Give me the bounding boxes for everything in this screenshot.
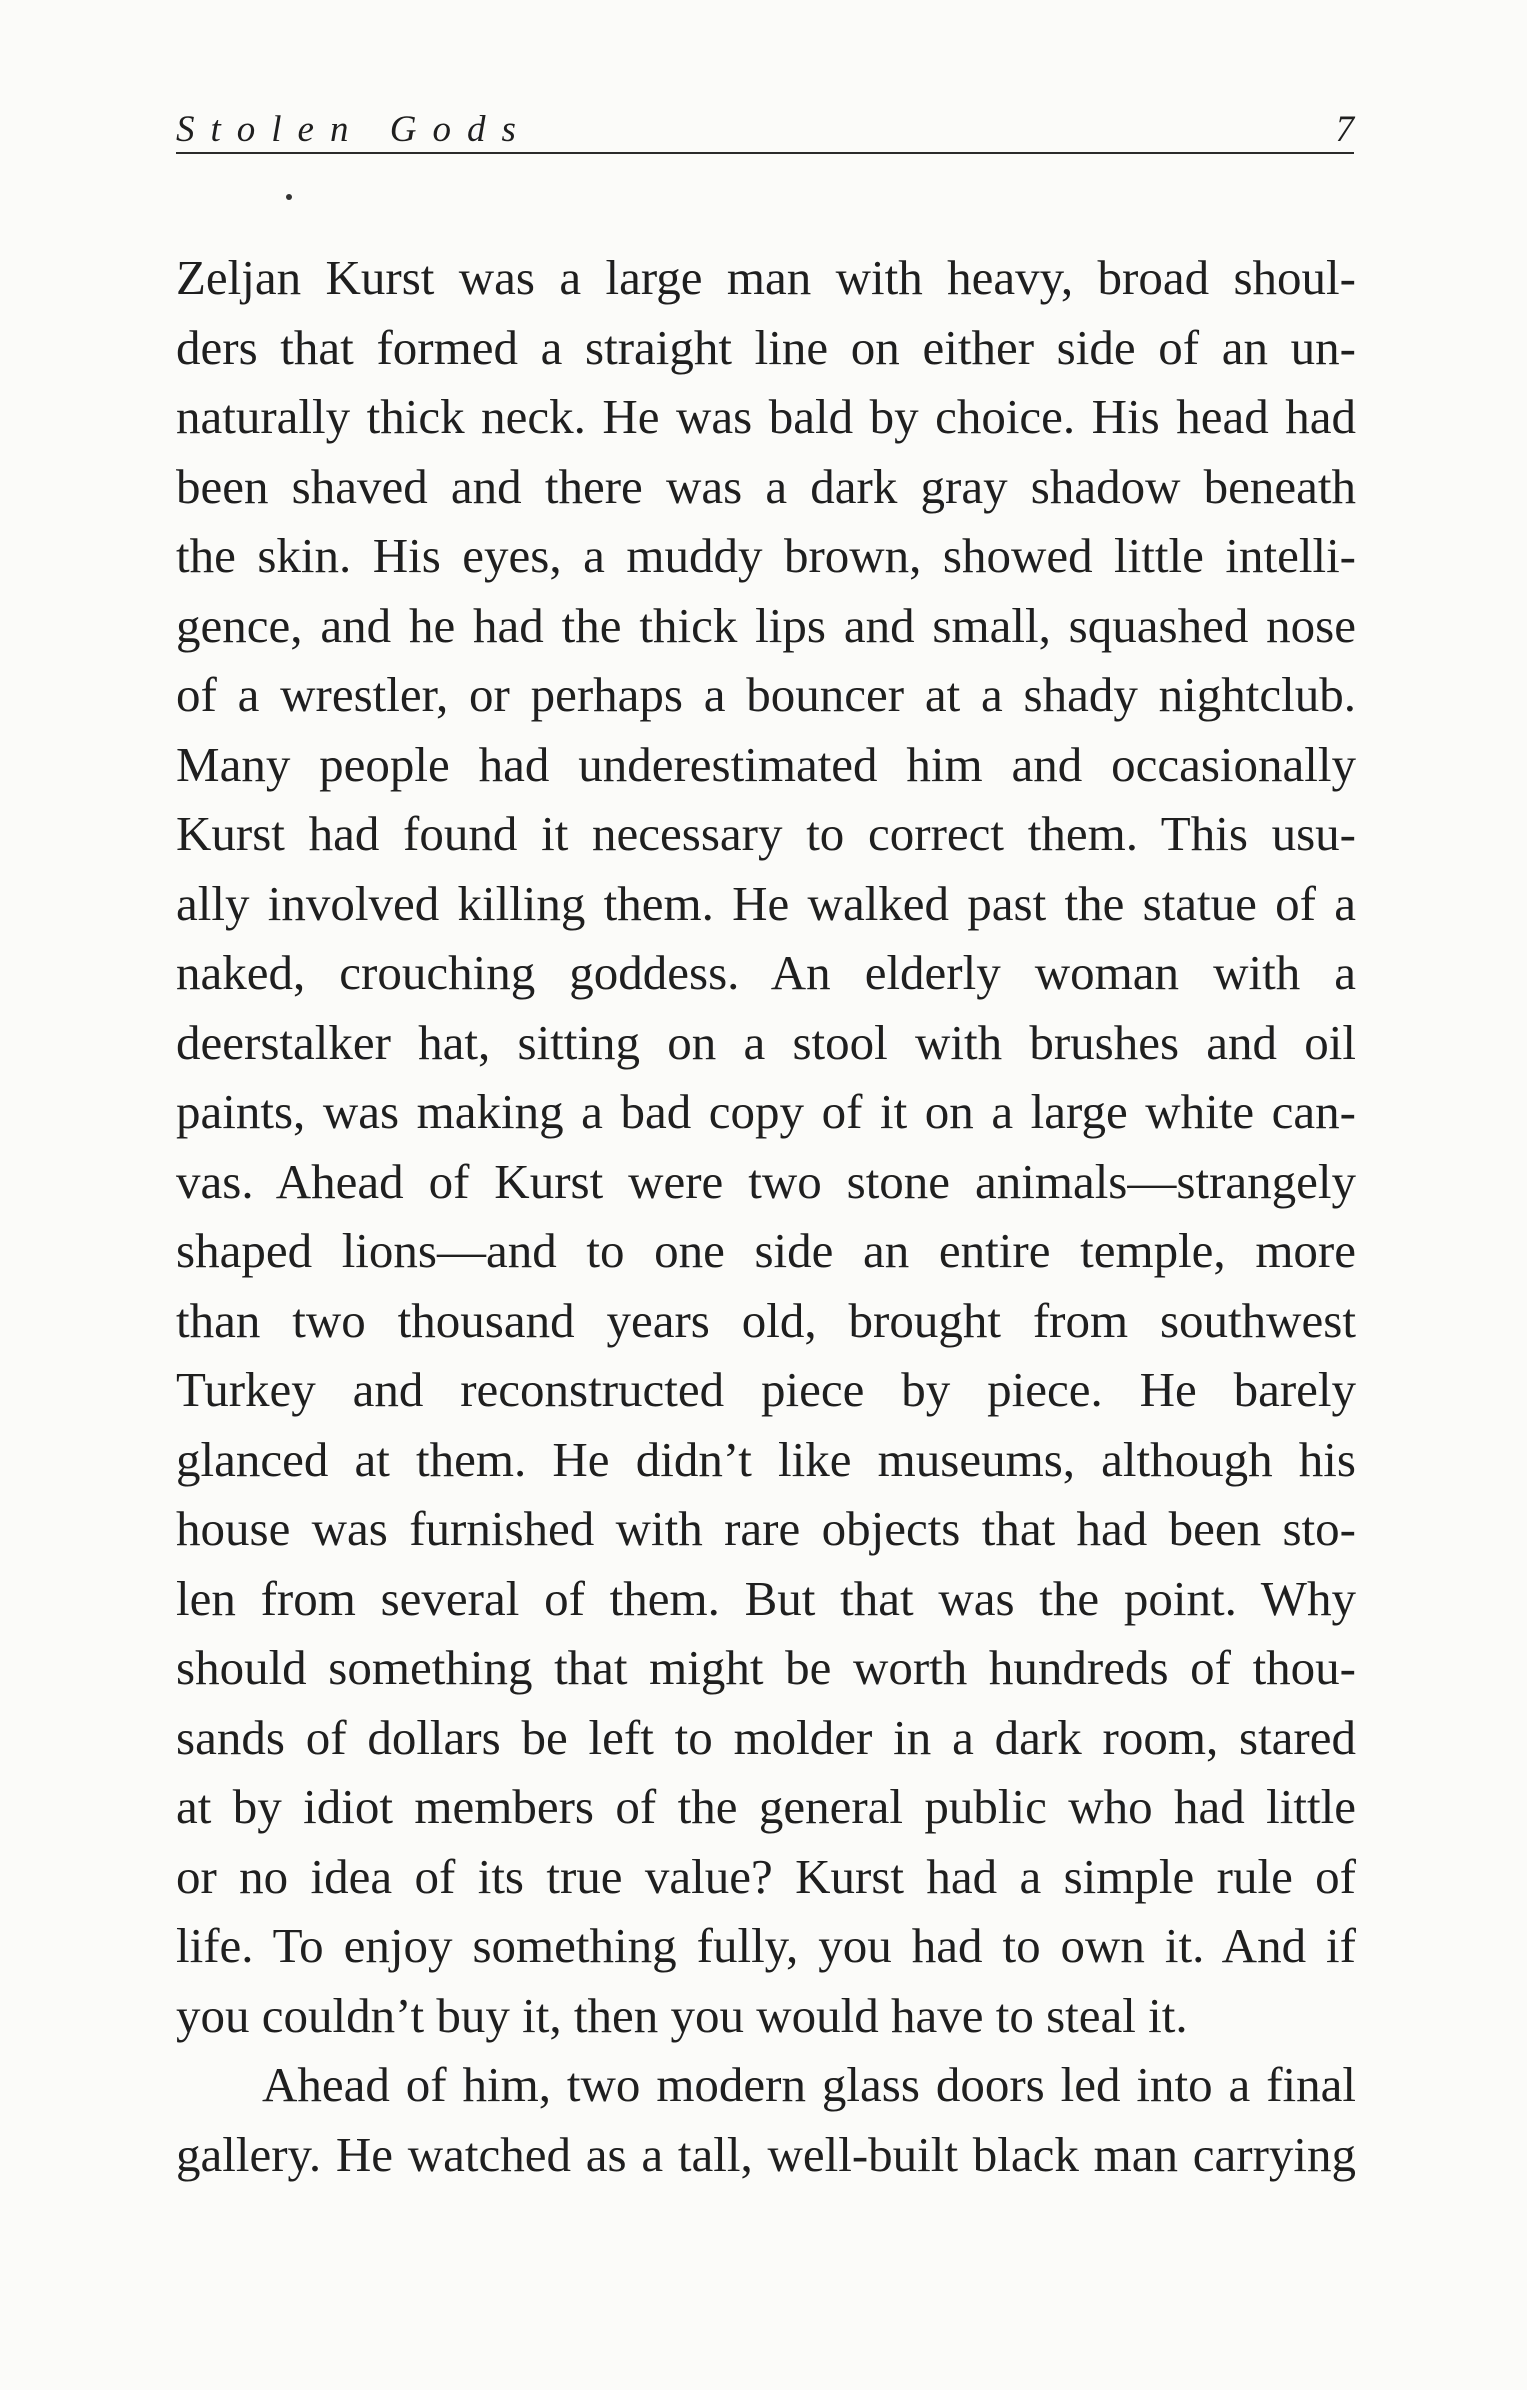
text-line: glanced at them. He didn’t like museums, although his <box>176 1431 1356 1487</box>
body-text <box>176 243 1356 2189</box>
text-line: at by idiot members of the general public who had little <box>176 1779 1356 1834</box>
text-line: paints, was making a bad copy of it on a large white can- <box>176 1084 1356 1139</box>
text-line: gence, and he had the thick lips and small, squashed nose <box>176 597 1356 653</box>
text-line: shaped lions—and to one side an entire temple, more <box>176 1223 1356 1278</box>
text-line: vas. Ahead of Kurst were two stone animals—strangely <box>176 1153 1356 1209</box>
text-line: Zeljan Kurst was a large man with heavy, broad shoul- <box>176 250 1356 305</box>
page-number: 7 <box>1335 109 1354 150</box>
text-line: than two thousand years old, brought from southwest <box>176 1292 1356 1348</box>
text-line: house was furnished with rare objects that had been sto- <box>176 1501 1356 1556</box>
text-line: Turkey and reconstructed piece by piece. He barely <box>176 1362 1356 1417</box>
ink-speck <box>286 194 292 200</box>
paragraph-2 <box>176 2050 1356 2189</box>
text-line: life. To enjoy something fully, you had to own it. And if <box>176 1918 1356 1973</box>
text-line: you couldn’t buy it, then you would have to steal it. <box>176 1987 1188 2043</box>
text-line: Kurst had found it necessary to correct them. This usu- <box>176 806 1356 861</box>
text-line: gallery. He watched as a tall, well-built black man carrying <box>176 2126 1356 2182</box>
running-header <box>176 108 1354 154</box>
text-line: len from several of them. But that was the point. Why <box>176 1570 1356 1626</box>
text-line: naked, crouching goddess. An elderly woman with a <box>176 945 1356 1000</box>
text-line: sands of dollars be left to molder in a dark room, stared <box>176 1709 1356 1765</box>
text-line: ders that formed a straight line on either side of an un- <box>176 319 1356 375</box>
text-line: of a wrestler, or perhaps a bouncer at a shady nightclub. <box>176 667 1356 722</box>
text-line: ally involved killing them. He walked past the statue of a <box>176 875 1356 931</box>
text-line: deerstalker hat, sitting on a stool with brushes and oil <box>176 1014 1356 1070</box>
text-line: Many people had underestimated him and occasionally <box>176 736 1356 792</box>
text-line: been shaved and there was a dark gray shadow beneath <box>176 458 1356 514</box>
paragraph-1 <box>176 243 1356 2050</box>
text-line: Ahead of him, two modern glass doors led into a final <box>262 2057 1356 2112</box>
text-line: or no idea of its true value? Kurst had a simple rule of <box>176 1848 1356 1904</box>
text-line: naturally thick neck. He was bald by choice. His head had <box>176 389 1356 444</box>
text-line: the skin. His eyes, a muddy brown, showed little intelli- <box>176 528 1356 583</box>
running-title: Stolen Gods <box>176 109 532 150</box>
text-line: should something that might be worth hundreds of thou- <box>176 1640 1356 1695</box>
